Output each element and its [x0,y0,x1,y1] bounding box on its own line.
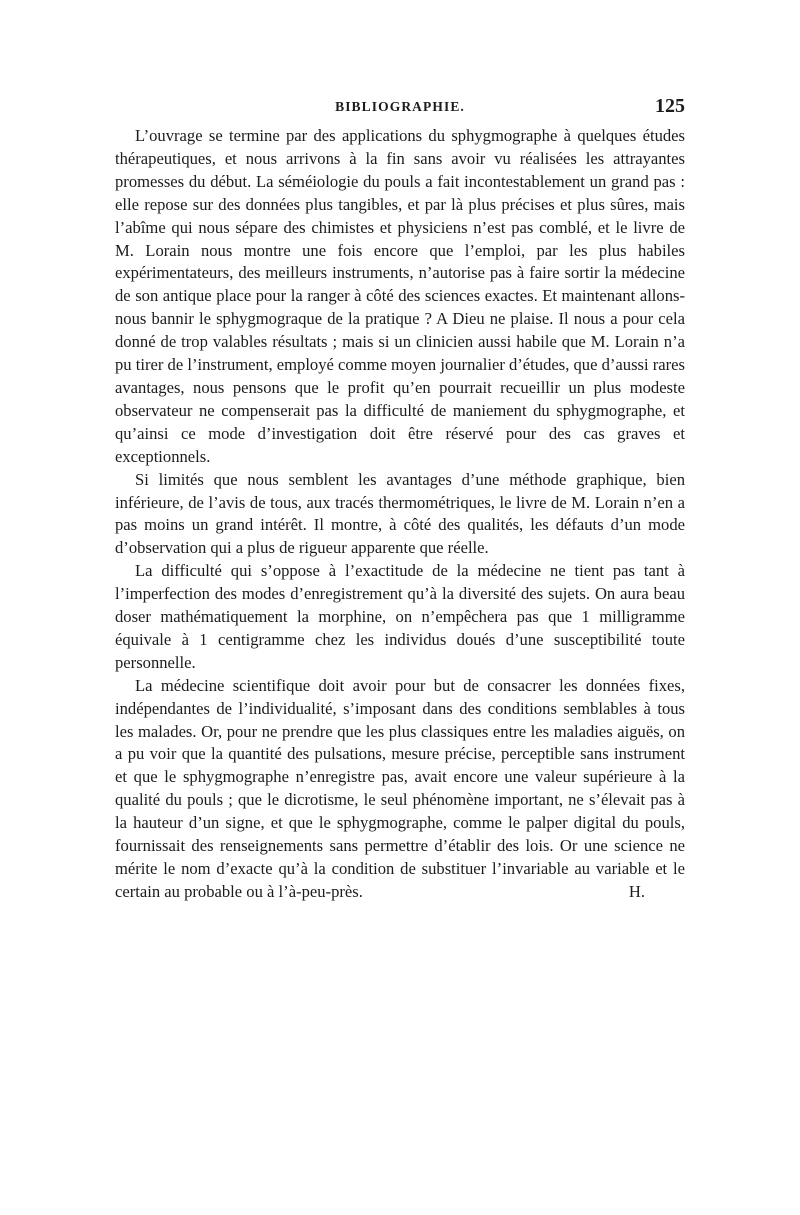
paragraph-4 [115,675,685,904]
paragraph-3: La difficulté qui s’oppose à l’exactitude de la médecine ne tient pas tant à l’imperfection des modes d’enregistrement qu’à la diversité des sujets. On aura beau doser mathématiquement la morphine, on n’empêchera pas que 1 milligramme équivale à 1 centigramme chez les individus doués d’une susceptibilité toute personnelle. [115,561,685,672]
page-number: 125 [655,95,685,117]
running-head: BIBLIOGRAPHIE. [335,99,465,114]
author-signature: H. [628,881,645,901]
paragraph-4-text: La médecine scientifique doit avoir pour but de consacrer les données fixes, indépendantes de l’individualité, s’imposant dans des conditions semblables à tous les malades. Or, pour ne prendre que les plus classiques entre les maladies aiguës, on a pu voir que la quantité des pulsations, mesure précise, perceptible sans instrument et que le sphygmographe n’enregistre pas, avait encore une valeur supérieure à la qualité du pouls ; que le dicrotisme, le seul phénomène important, ne s’élevait pas à la hauteur d’un signe, et que le sphygmographe, comme le palper digital du pouls, fournissait des renseignements sans permettre d’établir des lois. Or une science ne mérite le nom d’exacte qu’à la condition de substituer l’invariable au variable et le certain au probable ou à l’à-peu-près. [115,675,685,901]
paragraph-2: Si limités que nous semblent les avantages d’une méthode graphique, bien inférieure, de l’avis de tous, aux tracés thermométriques, le livre de M. Lorain n’en a pas moins un grand intérêt. Il montre, à côté des qualités, les défauts d’un mode d’observation qui a plus de rigueur apparente que réelle. [115,469,685,558]
paragraph-1: L’ouvrage se termine par des applications du sphygmographe à quelques études thérapeutiques, et nous arrivons à la fin sans avoir vu réalisées les attrayantes promesses du début. La séméiologie du pouls a fait incontestablement un grand pas : elle repose sur des données plus tangibles, et par là plus précises et plus sûres, mais l’abîme qui nous sépare des chimistes et physiciens n’est pas comblé, et le livre de M. Lorain nous montre une fois encore que l’emploi, par les plus habiles expérimentateurs, des meilleurs instruments, n’autorise pas à faire sortir la médecine de son antique place pour la ranger à côté des sciences exactes. Et maintenant allons-nous bannir le sphygmograque de la pratique ? A Dieu ne plaise. Il nous a pour cela donné de trop valables résultats ; mais si un clinicien aussi habile que M. Lorain n’a pu tirer de l’instrument, employé comme moyen journalier d’études, que d’aussi rares avantages, nous pensons que le profit qu’en pourrait recueillir un plus modeste observateur ne compenserait pas la difficulté de maniement du sphygmographe, et qu’ainsi ce mode d’investigation doit être réservé pour des cas graves et exceptionnels. [115,126,686,466]
page-header [115,95,685,125]
body-text [115,125,685,904]
